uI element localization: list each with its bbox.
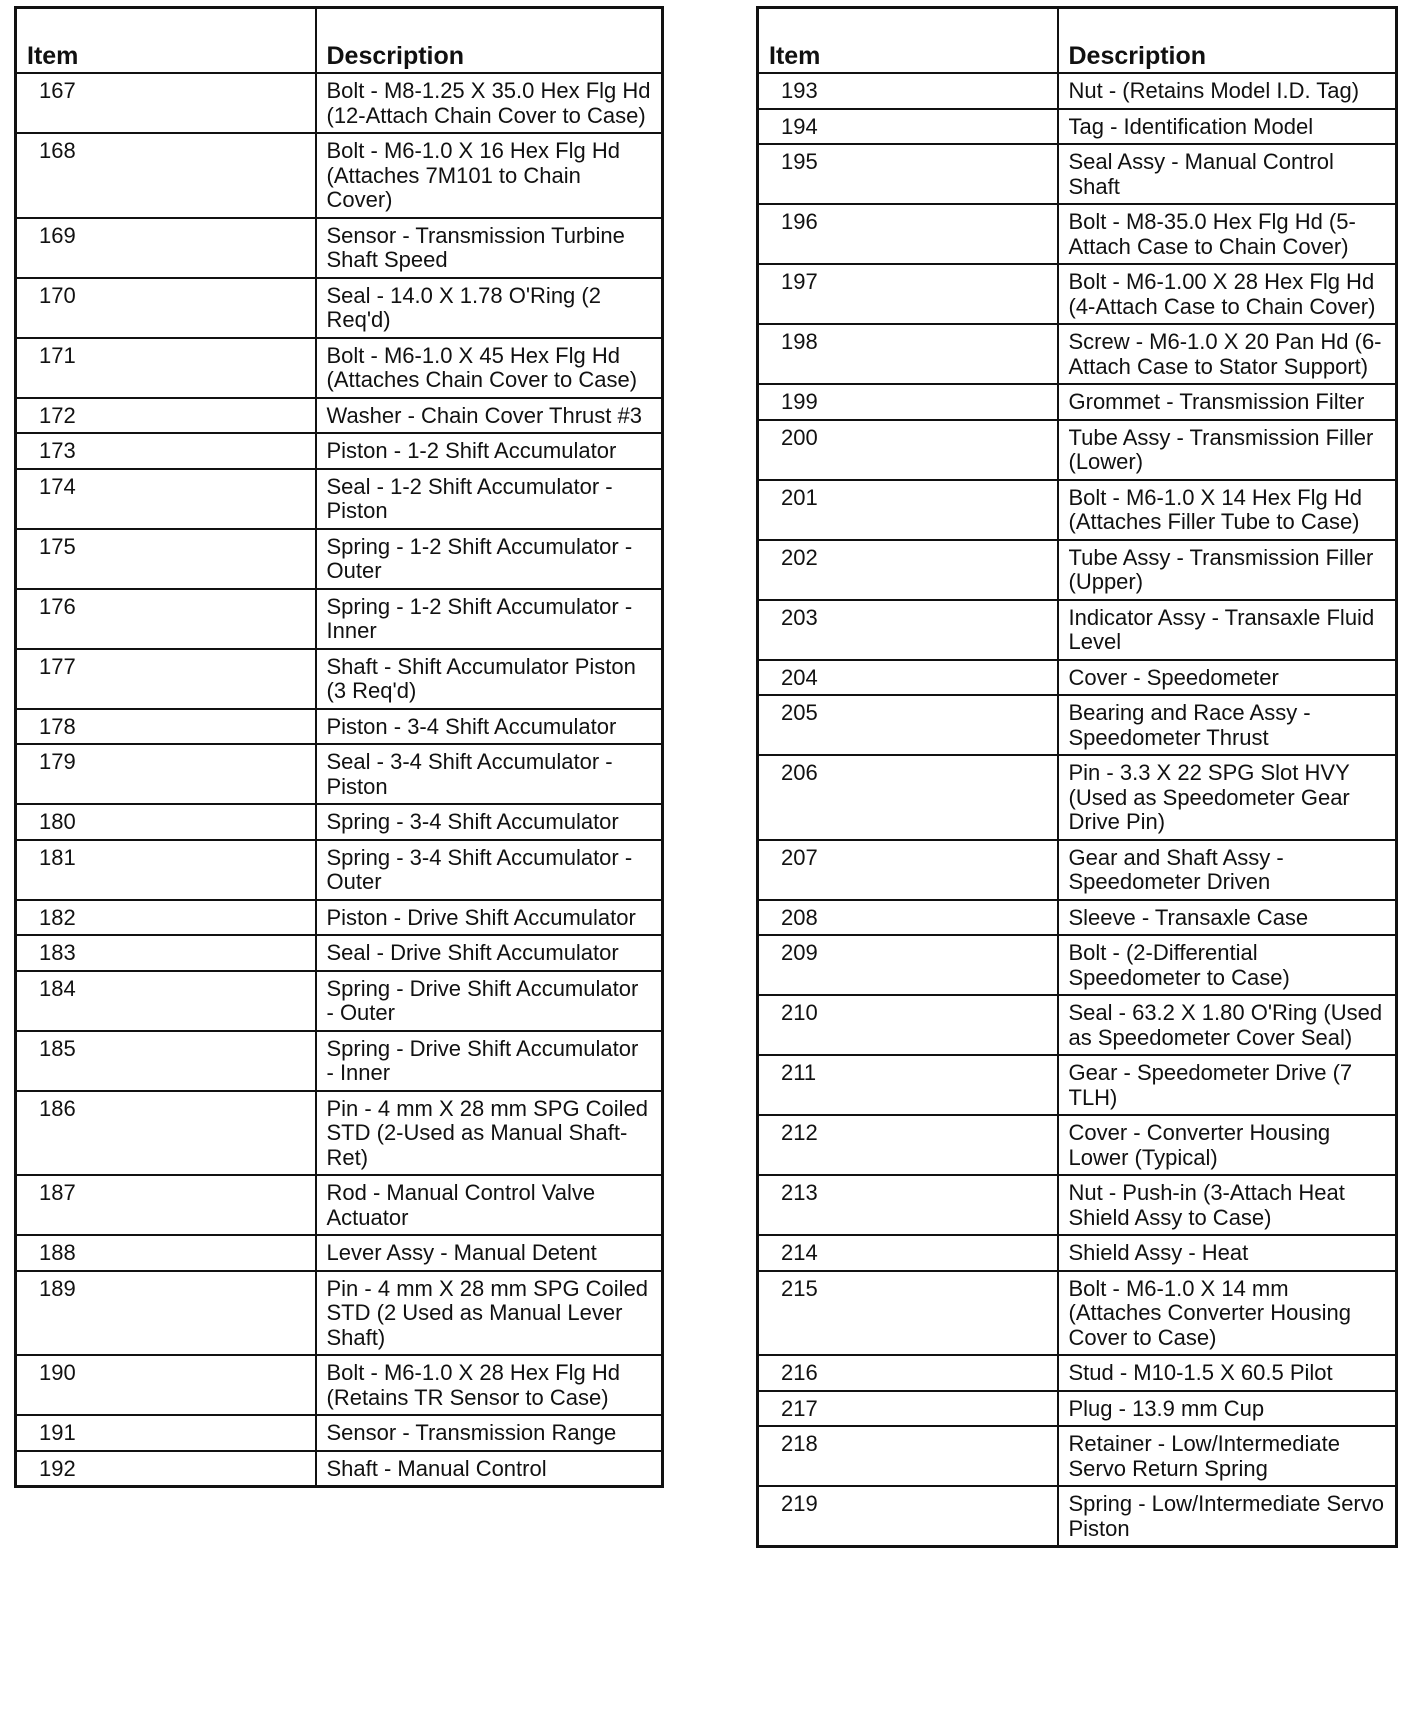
item-number: 182: [16, 900, 316, 936]
item-number: 217: [758, 1391, 1058, 1427]
table-row: [16, 218, 663, 278]
item-number: 199: [758, 384, 1058, 420]
table-row: [758, 1391, 1397, 1427]
description-column-header: Description: [316, 8, 663, 74]
item-description: Lever Assy - Manual Detent: [316, 1235, 663, 1271]
table-row: [16, 1091, 663, 1176]
item-number: 184: [16, 971, 316, 1031]
table-row: [758, 1486, 1397, 1547]
item-number: 193: [758, 73, 1058, 109]
item-description: Bolt - M6-1.0 X 45 Hex Flg Hd (Attaches Chain Cover to Case): [316, 338, 663, 398]
table-row: [16, 971, 663, 1031]
item-description: Nut - Push-in (3-Attach Heat Shield Assy to Case): [1058, 1175, 1397, 1235]
item-number: 194: [758, 109, 1058, 145]
parts-table-left: [14, 6, 664, 1488]
table-row: [16, 1175, 663, 1235]
item-number: 192: [16, 1451, 316, 1487]
item-description: Grommet - Transmission Filter: [1058, 384, 1397, 420]
table-row: [758, 109, 1397, 145]
item-description: Seal - 3-4 Shift Accumulator - Piston: [316, 744, 663, 804]
table-row: [16, 433, 663, 469]
item-number: 187: [16, 1175, 316, 1235]
table-row: [16, 900, 663, 936]
item-number: 200: [758, 420, 1058, 480]
item-number: 207: [758, 840, 1058, 900]
item-number: 178: [16, 709, 316, 745]
table-row: [16, 1451, 663, 1487]
item-description: Piston - 3-4 Shift Accumulator: [316, 709, 663, 745]
item-description: Screw - M6-1.0 X 20 Pan Hd (6-Attach Case to Stator Support): [1058, 324, 1397, 384]
item-number: 196: [758, 204, 1058, 264]
table-row: [758, 420, 1397, 480]
table-row: [758, 324, 1397, 384]
item-description: Bolt - (2-Differential Speedometer to Case): [1058, 935, 1397, 995]
item-description: Nut - (Retains Model I.D. Tag): [1058, 73, 1397, 109]
item-number: 216: [758, 1355, 1058, 1391]
parts-table-right: [756, 6, 1398, 1548]
item-number: 206: [758, 755, 1058, 840]
item-number: 218: [758, 1426, 1058, 1486]
item-number: 209: [758, 935, 1058, 995]
item-description: Gear - Speedometer Drive (7 TLH): [1058, 1055, 1397, 1115]
table-row: [758, 1055, 1397, 1115]
table-row: [16, 398, 663, 434]
item-description: Sensor - Transmission Turbine Shaft Speed: [316, 218, 663, 278]
table-row: [758, 1115, 1397, 1175]
item-description: Spring - Low/Intermediate Servo Piston: [1058, 1486, 1397, 1547]
item-description: Shaft - Shift Accumulator Piston (3 Req'd): [316, 649, 663, 709]
table-row: [16, 709, 663, 745]
item-number: 176: [16, 589, 316, 649]
table-row: [16, 935, 663, 971]
item-description: Spring - 1-2 Shift Accumulator - Outer: [316, 529, 663, 589]
item-description: Cover - Converter Housing Lower (Typical): [1058, 1115, 1397, 1175]
table-row: [16, 338, 663, 398]
item-number: 215: [758, 1271, 1058, 1356]
item-column-header: Item: [758, 8, 1058, 74]
item-description: Shield Assy - Heat: [1058, 1235, 1397, 1271]
item-description: Bolt - M6-1.0 X 28 Hex Flg Hd (Retains TR Sensor to Case): [316, 1355, 663, 1415]
item-number: 212: [758, 1115, 1058, 1175]
item-number: 195: [758, 144, 1058, 204]
table-row: [758, 144, 1397, 204]
table-row: [758, 1271, 1397, 1356]
item-number: 175: [16, 529, 316, 589]
table-row: [16, 589, 663, 649]
item-number: 170: [16, 278, 316, 338]
item-number: 188: [16, 1235, 316, 1271]
item-number: 211: [758, 1055, 1058, 1115]
item-number: 219: [758, 1486, 1058, 1547]
item-description: Bolt - M8-35.0 Hex Flg Hd (5-Attach Case to Chain Cover): [1058, 204, 1397, 264]
item-number: 191: [16, 1415, 316, 1451]
table-row: [16, 1031, 663, 1091]
item-number: 214: [758, 1235, 1058, 1271]
table-row: [758, 660, 1397, 696]
item-number: 208: [758, 900, 1058, 936]
table-row: [16, 649, 663, 709]
table-row: [758, 540, 1397, 600]
table-row: [758, 755, 1397, 840]
item-description: Bolt - M6-1.0 X 14 Hex Flg Hd (Attaches Filler Tube to Case): [1058, 480, 1397, 540]
item-description: Shaft - Manual Control: [316, 1451, 663, 1487]
item-description: Cover - Speedometer: [1058, 660, 1397, 696]
parts-table-right-body: [758, 73, 1397, 1547]
item-number: 202: [758, 540, 1058, 600]
table-row: [16, 804, 663, 840]
table-row: [758, 1175, 1397, 1235]
table-row: [16, 744, 663, 804]
item-description: Bolt - M6-1.0 X 14 mm (Attaches Converter Housing Cover to Case): [1058, 1271, 1397, 1356]
item-column-header: Item: [16, 8, 316, 74]
item-description: Tube Assy - Transmission Filler (Upper): [1058, 540, 1397, 600]
item-number: 205: [758, 695, 1058, 755]
item-number: 185: [16, 1031, 316, 1091]
table-row: [758, 840, 1397, 900]
item-number: 186: [16, 1091, 316, 1176]
item-description: Spring - 3-4 Shift Accumulator: [316, 804, 663, 840]
item-description: Plug - 13.9 mm Cup: [1058, 1391, 1397, 1427]
table-row: [758, 204, 1397, 264]
item-description: Seal - 1-2 Shift Accumulator - Piston: [316, 469, 663, 529]
item-number: 197: [758, 264, 1058, 324]
table-row: [16, 73, 663, 133]
table-row: [16, 1271, 663, 1356]
item-number: 179: [16, 744, 316, 804]
item-description: Piston - Drive Shift Accumulator: [316, 900, 663, 936]
item-description: Rod - Manual Control Valve Actuator: [316, 1175, 663, 1235]
item-number: 169: [16, 218, 316, 278]
item-description: Gear and Shaft Assy - Speedometer Driven: [1058, 840, 1397, 900]
item-description: Seal - Drive Shift Accumulator: [316, 935, 663, 971]
item-number: 210: [758, 995, 1058, 1055]
item-description: Indicator Assy - Transaxle Fluid Level: [1058, 600, 1397, 660]
item-description: Spring - Drive Shift Accumulator - Outer: [316, 971, 663, 1031]
item-number: 177: [16, 649, 316, 709]
item-number: 173: [16, 433, 316, 469]
item-description: Tube Assy - Transmission Filler (Lower): [1058, 420, 1397, 480]
table-row: [16, 529, 663, 589]
table-row: [758, 480, 1397, 540]
table-row: [16, 133, 663, 218]
item-description: Bolt - M8-1.25 X 35.0 Hex Flg Hd (12-Attach Chain Cover to Case): [316, 73, 663, 133]
item-description: Washer - Chain Cover Thrust #3: [316, 398, 663, 434]
item-number: 203: [758, 600, 1058, 660]
item-description: Sleeve - Transaxle Case: [1058, 900, 1397, 936]
table-row: [758, 1426, 1397, 1486]
table-row: [758, 935, 1397, 995]
item-description: Piston - 1-2 Shift Accumulator: [316, 433, 663, 469]
item-description: Stud - M10-1.5 X 60.5 Pilot: [1058, 1355, 1397, 1391]
table-row: [758, 1235, 1397, 1271]
item-description: Bolt - M6-1.00 X 28 Hex Flg Hd (4-Attach Case to Chain Cover): [1058, 264, 1397, 324]
item-number: 181: [16, 840, 316, 900]
table-row: [16, 469, 663, 529]
table-row: [758, 900, 1397, 936]
item-description: Pin - 4 mm X 28 mm SPG Coiled STD (2 Used as Manual Lever Shaft): [316, 1271, 663, 1356]
table-row: [758, 384, 1397, 420]
item-number: 180: [16, 804, 316, 840]
item-description: Sensor - Transmission Range: [316, 1415, 663, 1451]
table-row: [758, 73, 1397, 109]
table-row: [758, 600, 1397, 660]
table-row: [16, 1415, 663, 1451]
parts-table-left-body: [16, 73, 663, 1487]
item-description: Spring - Drive Shift Accumulator - Inner: [316, 1031, 663, 1091]
item-number: 198: [758, 324, 1058, 384]
description-column-header: Description: [1058, 8, 1397, 74]
item-description: Seal - 14.0 X 1.78 O'Ring (2 Req'd): [316, 278, 663, 338]
item-description: Pin - 4 mm X 28 mm SPG Coiled STD (2-Used as Manual Shaft-Ret): [316, 1091, 663, 1176]
table-row: [16, 1355, 663, 1415]
table-row: [758, 1355, 1397, 1391]
item-number: 190: [16, 1355, 316, 1415]
item-number: 167: [16, 73, 316, 133]
item-description: Retainer - Low/Intermediate Servo Return Spring: [1058, 1426, 1397, 1486]
table-row: [758, 264, 1397, 324]
table-header-row: [16, 8, 663, 74]
item-description: Bolt - M6-1.0 X 16 Hex Flg Hd (Attaches 7M101 to Chain Cover): [316, 133, 663, 218]
item-number: 183: [16, 935, 316, 971]
item-description: Pin - 3.3 X 22 SPG Slot HVY (Used as Speedometer Gear Drive Pin): [1058, 755, 1397, 840]
item-description: Spring - 1-2 Shift Accumulator - Inner: [316, 589, 663, 649]
item-number: 201: [758, 480, 1058, 540]
item-description: Seal Assy - Manual Control Shaft: [1058, 144, 1397, 204]
table-row: [758, 995, 1397, 1055]
table-row: [16, 840, 663, 900]
item-number: 189: [16, 1271, 316, 1356]
table-header-row: [758, 8, 1397, 74]
table-row: [758, 695, 1397, 755]
item-description: Spring - 3-4 Shift Accumulator - Outer: [316, 840, 663, 900]
item-description: Tag - Identification Model: [1058, 109, 1397, 145]
item-number: 213: [758, 1175, 1058, 1235]
item-number: 174: [16, 469, 316, 529]
item-number: 168: [16, 133, 316, 218]
item-number: 204: [758, 660, 1058, 696]
table-row: [16, 1235, 663, 1271]
item-description: Bearing and Race Assy - Speedometer Thrust: [1058, 695, 1397, 755]
item-number: 171: [16, 338, 316, 398]
item-number: 172: [16, 398, 316, 434]
table-row: [16, 278, 663, 338]
item-description: Seal - 63.2 X 1.80 O'Ring (Used as Speedometer Cover Seal): [1058, 995, 1397, 1055]
